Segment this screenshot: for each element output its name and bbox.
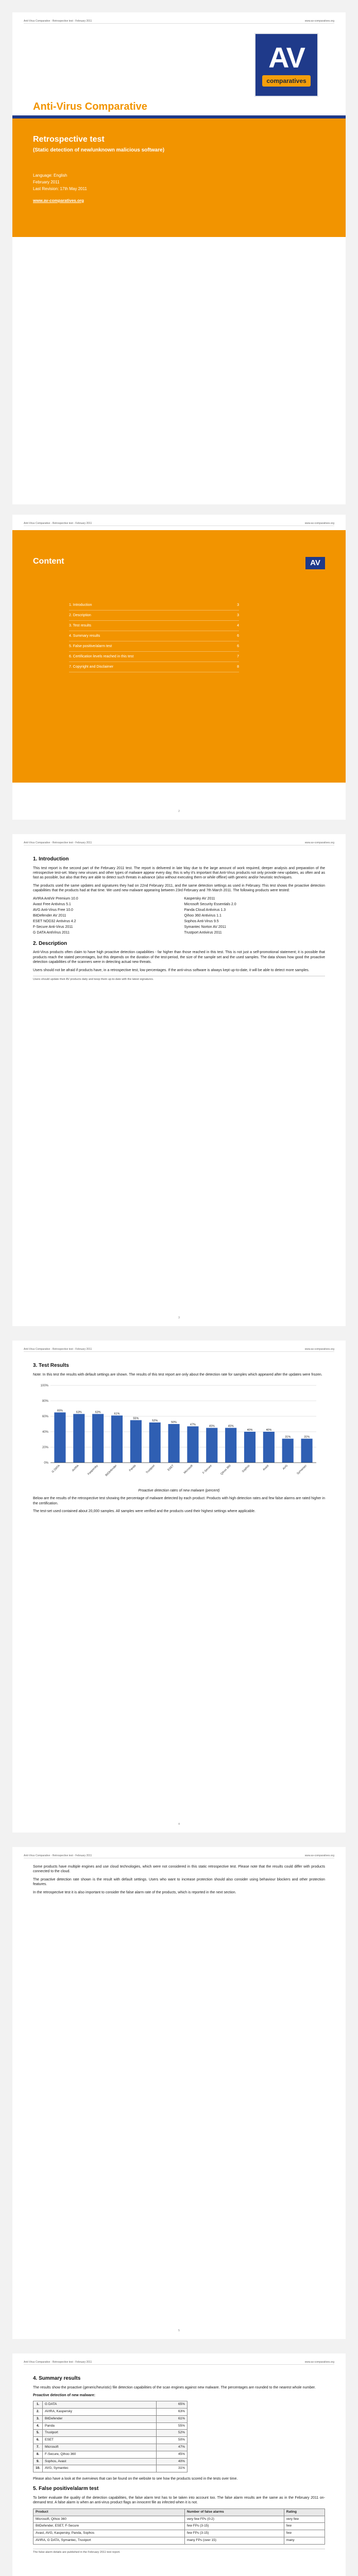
bar [111,1415,123,1463]
bar [54,1412,65,1463]
list-item: ESET NOD32 Antivirus 4.2 [33,919,76,923]
table-cell: few FPs (3-15) [184,2530,284,2537]
rank-cell: 7. [33,2444,43,2451]
bar [130,1420,142,1463]
table-row [33,2451,187,2458]
table-row [33,2537,325,2544]
toc-label: 5. False positive/alarm test [69,645,112,648]
toc-label: 7. Copyright and Disclaimer [69,665,113,669]
product-cell: F-Secure, Qihoo 360 [43,2451,157,2458]
table-row [33,2444,187,2451]
toc-body [12,587,346,783]
page-header: Anti-Virus Comparative - Retrospective test - February 2011 www.av-comparatives.org [24,1854,334,1857]
section-heading: 4. Summary results [33,2376,81,2381]
data-label: 63% [95,1411,101,1414]
table-cell: many [284,2537,325,2544]
value-cell: 45% [157,2451,187,2458]
product-cell: AVIRA, Kaspersky [43,2409,157,2416]
toc-page: 6 [237,645,239,648]
column-header: Rating [284,2509,325,2516]
table-row [33,2422,187,2430]
value-cell: 40% [157,2458,187,2465]
x-tick-label: Avast [262,1464,270,1472]
product-list-right [184,896,326,936]
toc-item[interactable] [69,600,239,611]
paragraph: Users should not be afraid if products have, in a retrospective test, low percentages. If the anti-virus software is always kept up-to-date, it will be able to detect more samples. [33,968,310,972]
toc-label: 2. Description [69,614,91,617]
website-link[interactable]: www.av-comparatives.org [33,198,84,203]
page-header: Anti-Virus Comparative - Retrospective test - February 2011 www.av-comparatives.org [24,2361,334,2364]
product-cell: ESET [43,2437,157,2444]
av-comparatives-logo: AV comparatives [254,33,318,97]
column-header: Product [33,2509,185,2516]
toc-page: 3 [237,603,239,607]
data-label: 40% [266,1428,272,1432]
paragraph: The products used the same updates and signatures they had on 22nd February 2011, and the same detection settings as used in February. This test shows the proactive detection capabilities that the products had at that time. We used new malware appearing between 23rd February and 7th March 2011. The following products were tested: [33,884,325,893]
table-row [33,2401,187,2409]
page-number: 5 [178,2329,180,2333]
toc-item[interactable] [69,621,239,631]
data-label: 50% [171,1420,177,1424]
section-heading: 2. Description [33,940,67,946]
section-heading: 1. Introduction [33,856,69,862]
footnote: The false alarm details are published in the February 2011 test report. [33,2549,325,2554]
paragraph: In the retrospective test it is also important to consider the false alarm rate of the products, which is reported in the next section. [33,1890,236,1894]
paragraph: Note: In this test the results with default settings are shown. The results of this test report are only about the detection rate for samples which appeared after the updates were frozen. [33,1372,322,1377]
section-heading: 3. Test Results [33,1363,69,1368]
toc-page: 3 [237,614,239,617]
x-tick-label: G DATA [51,1464,61,1474]
value-cell: 52% [157,2430,187,2437]
bar [92,1414,104,1463]
product-cell: AVG, Symantec [43,2465,157,2472]
value-cell: 61% [157,2415,187,2422]
footnote: Users should update their AV products daily and keep them up-to-date with the latest signatures. [33,976,325,981]
bar [263,1432,275,1463]
page-header: Anti-Virus Comparative - Retrospective test - February 2011 www.av-comparatives.org [24,522,334,525]
report-subtitle: (Static detection of new/unknown malicious software) [33,147,165,153]
av-logo-small: AV [305,557,325,569]
x-tick-label: Trustport [145,1464,156,1475]
chart-svg [33,1380,321,1483]
toc-title: Content [33,557,64,566]
list-item: BitDefender AV 2011 [33,913,66,918]
toc-header [12,530,346,587]
toc-page: 8 [237,665,239,669]
bar [282,1438,294,1463]
toc-label: 1. Introduction [69,603,92,607]
rank-cell: 4. [33,2422,43,2430]
chart-caption: Proactive detection rates of new malware (percent) [138,1488,220,1493]
table-cell: few [284,2530,325,2537]
rank-cell: 2. [33,2409,43,2416]
bar [244,1432,255,1463]
data-label: 52% [152,1419,158,1422]
x-tick-label: Kaspersky [87,1464,99,1476]
data-label: 61% [114,1412,120,1416]
paragraph: The results show the proactive (generic/heuristic) file detection capabilities of the scan engines against new malware. The percentages are rounded to the nearest whole number. [33,2385,316,2389]
rank-cell: 10. [33,2465,43,2472]
cover-banner [12,118,346,237]
value-cell: 50% [157,2437,187,2444]
bar [168,1424,180,1463]
data-label: 45% [228,1425,234,1428]
x-tick-label: AVIRA [72,1464,80,1472]
x-tick-label: F-Secure [202,1464,213,1475]
product-cell: G DATA [43,2401,157,2409]
page-number: 4 [178,1823,180,1826]
y-tick-label: 20% [42,1446,48,1449]
table-cell: very few [284,2516,325,2523]
cover-page [12,12,346,504]
data-label: 47% [190,1423,196,1427]
list-item: Microsoft Security Essentials 2.0 [184,902,236,906]
table-row [33,2516,325,2523]
rank-cell: 6. [33,2437,43,2444]
rank-cell: 9. [33,2458,43,2465]
table-cell: very few FPs (0-2) [184,2516,284,2523]
x-tick-label: ESET [167,1464,175,1472]
product-cell: Microsoft [43,2444,157,2451]
data-label: 31% [285,1435,291,1439]
paragraph: Below are the results of the retrospective test showing the percentage of malware detected by each product. Products with high detection rates and few false alarms are rated higher in the certification. [33,1497,325,1505]
rank-cell: 8. [33,2451,43,2458]
page-results-cont [12,1847,346,2339]
page-summary [12,2353,346,2576]
list-item: Trustport Antivirus 2011 [184,930,222,935]
table-cell: many FPs (over 15) [184,2537,284,2544]
list-item: Qihoo 360 Antivirus 1.1 [184,913,221,918]
page-header: Anti-Virus Comparative - Retrospective test - February 2011 www.av-comparatives.org [24,1348,334,1351]
toc-item[interactable] [69,652,239,662]
toc-item[interactable] [69,662,239,672]
data-label: 40% [247,1428,253,1432]
table-row [33,2458,187,2465]
x-tick-label: Qihoo 360 [220,1464,232,1476]
y-tick-label: 100% [40,1384,48,1387]
data-label: 31% [304,1435,310,1439]
detection-bar-chart [33,1380,321,1483]
paragraph: Some products have multiple engines and use cloud technologies, which were not considered in this static retrospective test. Please note that the results could differ with products connected to the cloud. [33,1865,325,1874]
list-item: Avast Free Antivirus 5.1 [33,902,71,906]
bar [149,1422,161,1463]
table-cell: few [284,2523,325,2530]
table-row [33,2409,187,2416]
summary-table [33,2401,187,2472]
table-cell: few FPs (3-15) [184,2523,284,2530]
toc-item[interactable] [69,611,239,621]
bar [206,1428,217,1463]
list-item: AVIRA AntiVir Premium 10.0 [33,896,78,901]
table-row [33,2465,187,2472]
value-cell: 55% [157,2422,187,2430]
toc-list [69,600,239,672]
section-heading: 5. False positive/alarm test [33,2486,99,2492]
page-header: Anti-Virus Comparative - Retrospective test - February 2011 www.av-comparatives.org [24,20,334,23]
data-label: 63% [76,1411,82,1414]
toc-label: 3. Test results [69,624,92,628]
list-item: Kaspersky AV 2011 [184,896,215,901]
toc-page: 4 [237,624,239,628]
page-header: Anti-Virus Comparative - Retrospective test - February 2011 www.av-comparatives.org [24,841,334,844]
bar [301,1438,313,1463]
x-tick-label: Sophos [241,1464,251,1473]
report-meta: Language: English February 2011 Last Revision: 17th May 2011 [33,173,87,191]
list-item: Symantec Norton AV 2011 [184,925,226,929]
page-intro [12,834,346,1326]
x-tick-label: Symantec [296,1464,308,1476]
bar [225,1428,236,1463]
paragraph: Anti-Virus products often claim to have high proactive detection capabilities - far higher than those reached in this test. This is not just a self-promotional statement; it is possible that products reach the stated percentages, but this depends on the duration of the test-period, the size of the sample set and the used samples. The data shows how good the proactive detection capabilities of the scanners were in detecting actual new threats. [33,951,325,964]
table-cell: AVIRA, G DATA, Symantec, Trustport [33,2537,185,2544]
brand-title: Anti-Virus Comparative [33,101,147,112]
table-row [33,2530,325,2537]
table-cell: Microsoft, Qihoo 360 [33,2516,185,2523]
product-cell: Panda [43,2422,157,2430]
list-item: AVG Anti-Virus Free 10.0 [33,908,73,912]
report-title: Retrospective test [33,135,105,144]
column-header: Number of false alarms [184,2509,284,2516]
y-tick-label: 80% [42,1399,48,1403]
value-cell: 63% [157,2409,187,2416]
x-tick-label: Microsoft [183,1464,194,1475]
x-tick-label: Panda [128,1464,137,1472]
product-list-left [33,896,174,936]
subheading: Proactive detection of new malware: [33,2393,95,2397]
toc-label: 4. Summary results [69,634,100,638]
bar [187,1426,198,1463]
list-item: F-Secure Anti-Virus 2011 [33,925,73,929]
rank-cell: 1. [33,2401,43,2409]
paragraph: Please also have a look at the overviews that can be found on the website to see how the products scored in the tests over time. [33,2477,238,2481]
list-item: Sophos Anti-Virus 9.5 [184,919,219,923]
product-cell: Sophos, Avast [43,2458,157,2465]
product-cell: Trustport [43,2430,157,2437]
y-tick-label: 40% [42,1430,48,1434]
table-cell: Avast, AVG, Kaspersky, Panda, Sophos [33,2530,185,2537]
toc-item[interactable] [69,631,239,641]
paragraph: The test-set used contained about 20,000 samples. All samples were verified and the products used their highest settings where applicable. [33,1510,255,1514]
list-item: Panda Cloud Antivirus 1.3 [184,908,226,912]
y-tick-label: 0% [44,1461,48,1465]
data-label: 45% [209,1425,215,1428]
value-cell: 47% [157,2444,187,2451]
toc-page: 7 [237,655,239,658]
y-tick-label: 60% [42,1415,48,1418]
bar [73,1414,84,1463]
data-label: 55% [133,1417,139,1420]
list-item: G DATA AntiVirus 2011 [33,930,70,935]
table-row [33,2415,187,2422]
table-row [33,2437,187,2444]
product-cell: BitDefender [43,2415,157,2422]
toc-page: 6 [237,634,239,638]
paragraph: To better evaluate the quality of the detection capabilities, the false alarm test has to be taken into account too. The false alarm results are the same as in the February 2011 on-demand test. A false alarm is when an anti-virus product flags an innocent file as infected when it is not. [33,2496,325,2505]
rank-cell: 5. [33,2430,43,2437]
value-cell: 31% [157,2465,187,2472]
paragraph: This test report is the second part of the February 2011 test. The report is delivered in late May due to the large amount of work required, deeper analysis and preparation of the retrospective test-set. Many new viruses and other types of malware appear every day, this is why it's important that Anti-Virus products not only provide new updates, as often and as fast as possible, but also that they are able to detect such threats in advance (also without executing them or while offline) with generic and/or heuristic techniques. [33,866,325,880]
rank-cell: 3. [33,2415,43,2422]
product-list [33,896,325,936]
data-label: 65% [57,1409,63,1413]
page-results [12,1341,346,1833]
table-row [33,2430,187,2437]
x-tick-label: AVG [282,1464,289,1471]
toc-page [12,515,346,820]
page-number: 2 [178,810,180,814]
toc-label: 6. Certification levels reached in this test [69,655,134,658]
value-cell: 65% [157,2401,187,2409]
table-cell: BitDefender, ESET, F-Secure [33,2523,185,2530]
page-number: 3 [178,1316,180,1320]
table-row [33,2523,325,2530]
x-tick-label: BitDefender [105,1464,118,1477]
paragraph: The proactive detection rate shown is the result with default settings. Users who want to increase protection should also consider using behaviour blockers and other protection features. [33,1877,325,1887]
false-alarm-table [33,2509,325,2545]
toc-item[interactable] [69,641,239,652]
